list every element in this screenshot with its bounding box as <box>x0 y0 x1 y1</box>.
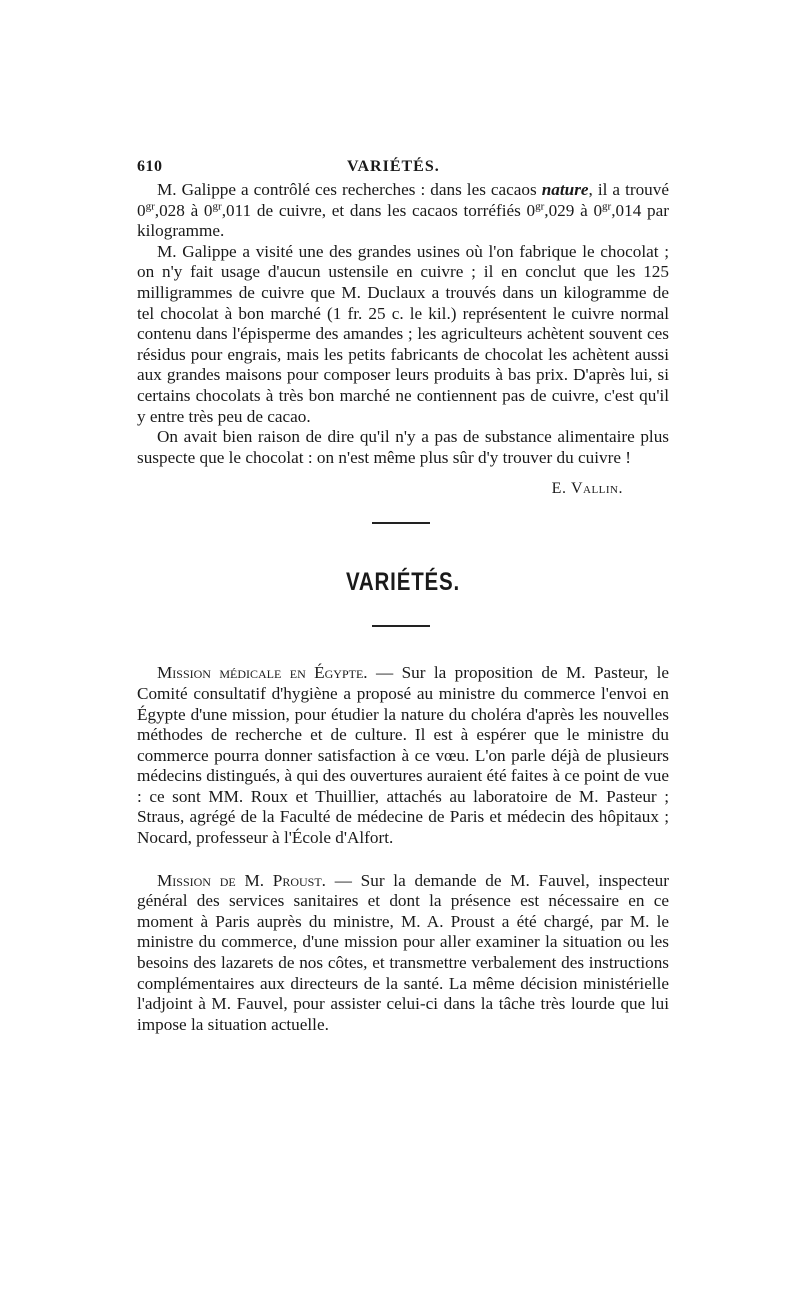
emphasis-nature: nature <box>541 180 589 199</box>
running-title: VARIÉTÉS. <box>347 158 440 175</box>
paragraph-galippe-analysis: M. Galippe a contrôlé ces recherches : dans les cacaos nature, il a trouvé $0^{gr},028$ à $0^{gr},011$ de cuivre, et dans les cacaos torréfiés $0^{gr},029$ à $0^{gr},014$ par kilogramme. <box>137 180 669 241</box>
news-item-heading: Mission de M. Proust. <box>157 870 326 890</box>
section-divider-top <box>372 522 430 524</box>
document-page <box>137 152 669 1035</box>
paragraph-conclusion: On avait bien raison de dire qu'il n'y a pas de substance alimentaire plus suspecte que le chocolat : on n'est même plus sûr d'y trouver du cuivre ! <box>137 427 669 467</box>
spacer <box>137 849 669 871</box>
news-item-mission-egypte: Mission médicale en Égypte. — Sur la proposition de M. Pasteur, le Comité consultatif d'hygiène a proposé au ministre du commerce l'envoi en Égypte d'une mission, pour étudier la nature du choléra d'après les nouvelles méthodes de recherche et de culture. Il est à espérer que le ministre du commerce pourra donner satisfaction à ce vœu. L'on parle déjà de plusieurs médecins distingués, à qui des ouvertures auraient été faites à ce point de vue : ce sont MM. Roux et Thuillier, attachés au laboratoire de M. Pasteur ; Straus, agrégé de la Faculté de médecine de Paris et médecin des hôpitaux ; Nocard, professeur à l'École d'Alfort. <box>137 663 669 848</box>
news-item-heading: Mission médicale en Égypte. <box>157 663 368 683</box>
section-divider-bottom <box>372 625 430 627</box>
running-header <box>137 152 669 180</box>
page-number: 610 <box>137 158 163 175</box>
paragraph-galippe-factory: M. Galippe a visité une des grandes usines où l'on fabrique le chocolat ; on n'y fait usage d'aucun ustensile en cuivre ; il en conclut que les 125 milligrammes de cuivre que M. Duclaux a trouvés dans un kilogramme de tel chocolat à bon marché (1 fr. 25 c. le kil.) représentent le cuivre normal contenu dans l'épisperme des amandes ; les agriculteurs achètent souvent ces résidus pour engrais, mais les petits fabricants de chocolat les achètent aussi aux grandes maisons pour composer leurs produits à bas prix. D'après lui, si certains chocolats à très bon marché ne contiennent pas de cuivre, c'est qu'il y entre très peu de cacao. <box>137 241 669 426</box>
news-item-mission-proust: Mission de M. Proust. — Sur la demande de M. Fauvel, inspecteur général des services sanitaires et dont la présence est nécessaire en ce moment à Paris auprès du ministre, M. A. Proust a été chargé, par M. le ministre du commerce, d'une mission pour aller examiner la situation ou les besoins des lazarets de nos côtes, et transmettre verbalement des instructions complémentaires aux directeurs de la santé. La même décision ministérielle l'adjoint à M. Fauvel, pour assister celui-ci dans la tâche très lourde que lui impose la situation actuelle. <box>137 870 669 1034</box>
author-signature: E. Vallin. <box>551 480 623 498</box>
section-title: VARIÉTÉS. <box>345 568 461 597</box>
